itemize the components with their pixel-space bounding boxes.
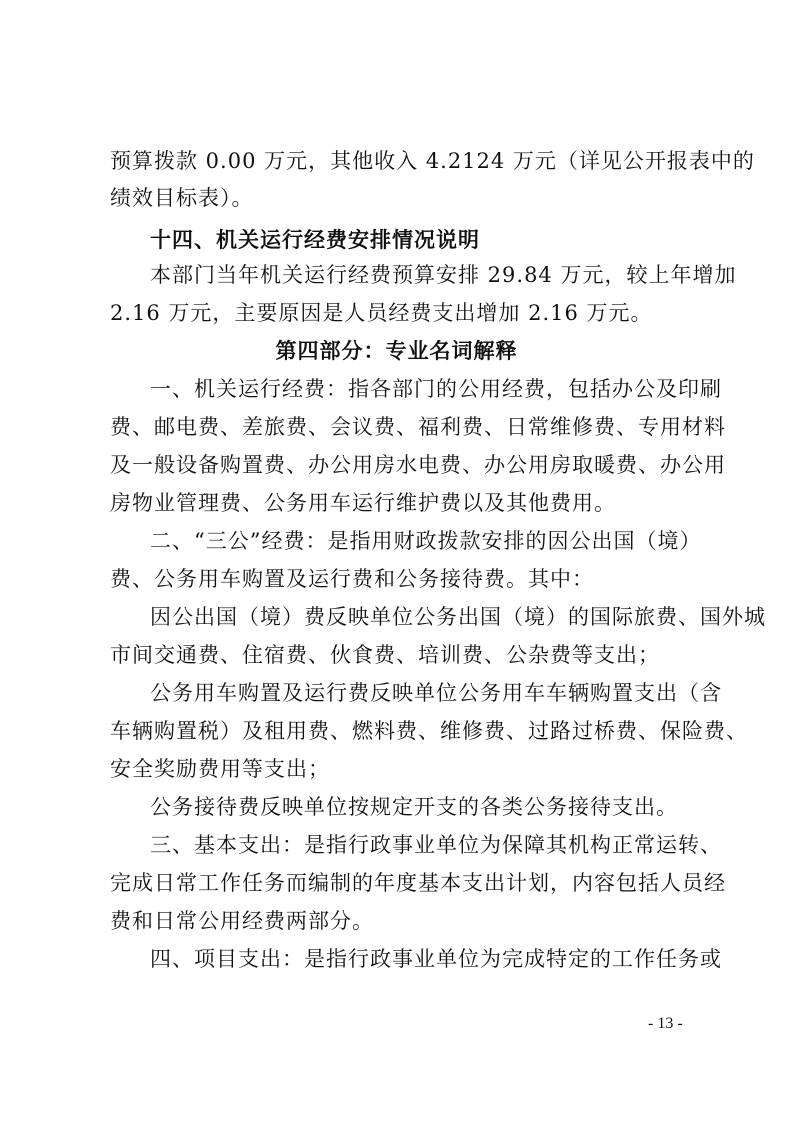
definition-line-15: 费和日常公用经费两部分。 (110, 909, 374, 933)
definition-line-9: 公务用车购置及运行费反映单位公务用车车辆购置支出（含 (150, 681, 722, 705)
part-four-title: 第四部分：专业名词解释 (275, 339, 518, 363)
definition-line-5: 二、“三公”经费：是指用财政拨款安排的因公出国（境） (150, 529, 702, 553)
definition-line-11: 安全奖励费用等支出； (110, 757, 330, 781)
definition-line-13: 三、基本支出：是指行政事业单位为保障其机构正常运转、 (150, 833, 722, 857)
definition-line-4: 房物业管理费、公务用车运行维护费以及其他费用。 (110, 491, 616, 515)
definition-line-1: 一、机关运行经费：指各部门的公用经费，包括办公及印刷 (150, 377, 722, 401)
page-number: - 13 - (648, 1015, 683, 1032)
paragraph-line-3: 本部门当年机关运行经费预算安排 29.84 万元，较上年增加 (150, 263, 737, 287)
definition-line-2: 费、邮电费、差旅费、会议费、福利费、日常维修费、专用材料 (110, 415, 726, 439)
definition-line-12: 公务接待费反映单位按规定开支的各类公务接待支出。 (150, 795, 678, 819)
definition-line-16: 四、项目支出：是指行政事业单位为完成特定的工作任务或 (150, 947, 722, 971)
definition-line-8: 市间交通费、住宿费、伙食费、培训费、公杂费等支出； (110, 643, 660, 667)
definition-line-14: 完成日常工作任务而编制的年度基本支出计划，内容包括人员经 (110, 871, 726, 895)
section-heading-14: 十四、机关运行经费安排情况说明 (150, 228, 480, 252)
definition-line-6: 费、公务用车购置及运行费和公务接待费。其中： (110, 567, 594, 591)
definition-line-7: 因公出国（境）费反映单位公务出国（境）的国际旅费、国外城 (150, 605, 766, 629)
definition-line-10: 车辆购置税）及租用费、燃料费、维修费、过路过桥费、保险费、 (110, 719, 748, 743)
paragraph-line-1: 预算拨款 0.00 万元，其他收入 4.2124 万元（详见公开报表中的 (110, 149, 755, 173)
definition-line-3: 及一般设备购置费、办公用房水电费、办公用房取暖费、办公用 (110, 453, 726, 477)
paragraph-line-2: 绩效目标表）。 (110, 186, 254, 210)
paragraph-line-4: 2.16 万元，主要原因是人员经费支出增加 2.16 万元。 (110, 301, 653, 325)
